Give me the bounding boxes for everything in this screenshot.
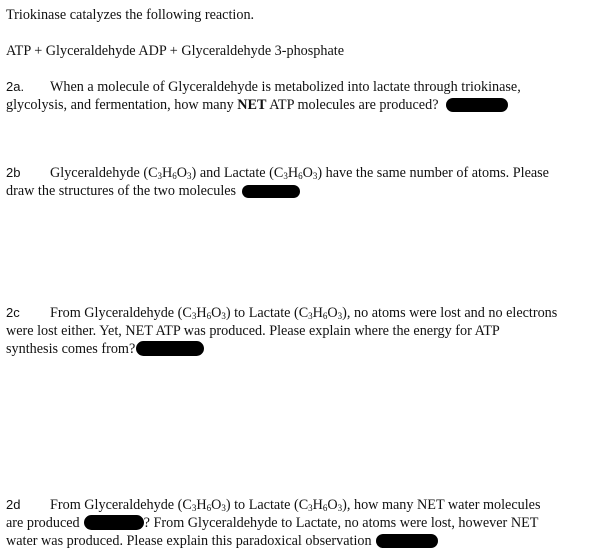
question-2d-text2a: are produced: [6, 515, 80, 531]
question-2d-line3: [6, 532, 438, 550]
redaction-mark: [84, 515, 144, 530]
q2b-seg1: Glyceraldehyde (C: [50, 165, 158, 181]
q2b-seg2: H: [162, 165, 173, 181]
q2d-seg1: From Glyceraldehyde (C: [50, 497, 192, 513]
q2d-seg7: ), how many NET water molecules: [342, 497, 541, 513]
question-2a-text1: When a molecule of Glyceraldehyde is metabolized into lactate through triokinase,: [50, 79, 521, 95]
q2c-seg2: H: [196, 305, 207, 321]
q2b-seg3: O: [176, 165, 188, 181]
q2c-seg1: From Glyceraldehyde (C: [50, 305, 192, 321]
q2d-seg2: H: [196, 497, 207, 513]
q2b-seg5: H: [287, 165, 299, 181]
question-2b-text2: draw the structures of the two molecules: [6, 183, 237, 199]
q2d-sub4: 3: [308, 503, 313, 513]
question-2c-line1: [6, 304, 557, 322]
question-2c-line2: were lost either. Yet, NET ATP was produced. Please explain where the energy for ATP: [6, 323, 500, 339]
q2b-sub2: 6: [172, 171, 177, 181]
q2b-sub6: 3: [312, 171, 318, 181]
q2b-seg7: ) have the same number of atoms. Please: [317, 165, 549, 181]
q2b-sub4: 3: [283, 171, 288, 181]
question-2a-line2: [6, 96, 508, 114]
intro-sentence: Triokinase catalyzes the following reaction.: [6, 7, 255, 23]
question-2c-line3: [6, 340, 204, 358]
question-2a-text2b: ATP molecules are produced?: [266, 97, 439, 113]
question-2c-text3: synthesis comes from?: [6, 341, 136, 357]
question-2d-text2b: ? From Glyceraldehyde to Lactate, no atoms were lost, however NET: [143, 515, 539, 531]
q2d-sub6: 3: [337, 503, 343, 513]
q2d-seg6: O: [327, 497, 338, 513]
q2d-seg5: H: [312, 497, 323, 513]
q2c-sub3: 3: [221, 311, 226, 321]
q2c-sub6: 3: [337, 311, 343, 321]
q2d-sub3: 3: [221, 503, 226, 513]
question-2b-line1: [6, 164, 549, 182]
redaction-mark: [136, 341, 204, 356]
q2d-sub2: 6: [206, 503, 212, 513]
q2c-sub5: 6: [322, 311, 328, 321]
question-2a-net: NET: [237, 97, 267, 113]
q2d-seg3: O: [211, 497, 222, 513]
q2d-sub5: 6: [322, 503, 328, 513]
q2b-sub3: 3: [187, 171, 192, 181]
redaction-mark: [376, 534, 438, 548]
q2b-sub1: 3: [157, 171, 163, 181]
question-2a-text2a: glycolysis, and fermentation, how many: [6, 97, 238, 113]
q2b-sub5: 6: [298, 171, 303, 181]
q2c-seg5: H: [312, 305, 323, 321]
question-2a-label: 2a.: [6, 79, 25, 94]
question-2d-line2: [6, 514, 538, 532]
redaction-mark: [446, 98, 508, 112]
question-2a-line1: [6, 78, 521, 96]
question-2c-label: 2c: [6, 305, 20, 320]
q2c-sub2: 6: [206, 311, 212, 321]
question-2b-label: 2b: [6, 165, 21, 180]
reaction-equation: ATP + Glyceraldehyde ADP + Glyceraldehyde 3-phosphate: [6, 43, 345, 59]
q2c-seg6: O: [327, 305, 338, 321]
question-2d-label: 2d: [6, 497, 21, 512]
question-2d-text3: water was produced. Please explain this paradoxical observation: [6, 533, 372, 549]
redaction-mark: [242, 185, 300, 198]
question-2b-line2: [6, 182, 300, 200]
q2c-sub4: 3: [308, 311, 313, 321]
q2c-seg3: O: [211, 305, 222, 321]
q2d-seg4: ) to Lactate (C: [225, 497, 309, 513]
q2b-seg6: O: [302, 165, 313, 181]
question-2d-line1: [6, 496, 540, 514]
q2c-seg7: ), no atoms were lost and no electrons: [342, 305, 558, 321]
q2c-sub1: 3: [191, 311, 197, 321]
q2b-seg4: ) and Lactate (C: [191, 165, 284, 181]
q2d-sub1: 3: [191, 503, 197, 513]
q2c-seg4: ) to Lactate (C: [225, 305, 309, 321]
